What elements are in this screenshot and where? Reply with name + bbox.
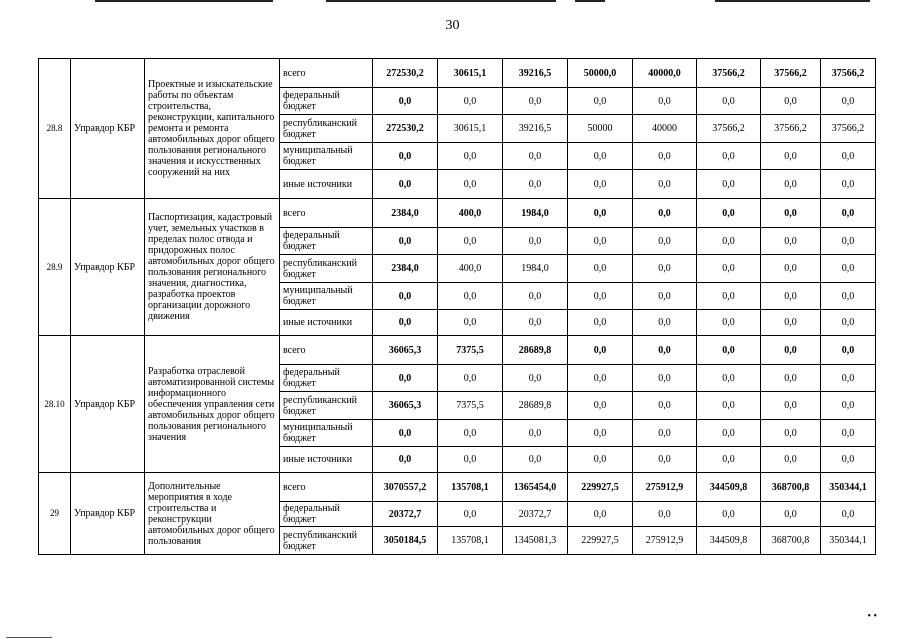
amount-cell: 344509,8 [697, 473, 761, 502]
amount-cell: 0,0 [568, 88, 633, 115]
amount-cell: 0,0 [503, 228, 568, 255]
amount-cell: 368700,8 [761, 473, 821, 502]
amount-cell: 0,0 [438, 283, 503, 310]
amount-cell: 0,0 [503, 447, 568, 473]
amount-cell: 0,0 [697, 420, 761, 447]
amount-cell: 0,0 [697, 502, 761, 527]
funding-source: всего [280, 199, 373, 228]
activity-description: Дополнительные мероприятия в ходе строительства и реконструкции автомобильных дорог общего пользования [145, 473, 280, 555]
amount-cell: 0,0 [761, 365, 821, 392]
row-number: 29 [39, 473, 71, 555]
amount-cell: 0,0 [373, 88, 438, 115]
amount-cell: 229927,5 [568, 527, 633, 555]
amount-cell: 400,0 [438, 199, 503, 228]
amount-cell: 135708,1 [438, 527, 503, 555]
funding-source: всего [280, 336, 373, 365]
amount-cell: 0,0 [761, 310, 821, 336]
amount-cell: 0,0 [633, 143, 697, 170]
responsible-org: Управдор КБР [71, 199, 145, 336]
funding-source: республиканский бюджет [280, 115, 373, 143]
amount-cell: 20372,7 [503, 502, 568, 527]
amount-cell: 0,0 [568, 447, 633, 473]
amount-cell: 0,0 [761, 143, 821, 170]
amount-cell: 350344,1 [821, 527, 876, 555]
amount-cell: 1984,0 [503, 199, 568, 228]
funding-source: федеральный бюджет [280, 502, 373, 527]
amount-cell: 0,0 [633, 88, 697, 115]
table-row [39, 336, 876, 365]
row-number: 28.9 [39, 199, 71, 336]
amount-cell: 0,0 [761, 447, 821, 473]
amount-cell: 28689,8 [503, 336, 568, 365]
amount-cell: 0,0 [697, 228, 761, 255]
funding-source: федеральный бюджет [280, 365, 373, 392]
amount-cell: 0,0 [821, 502, 876, 527]
amount-cell: 0,0 [633, 502, 697, 527]
amount-cell: 0,0 [761, 255, 821, 283]
amount-cell: 3050184,5 [373, 527, 438, 555]
amount-cell: 0,0 [633, 228, 697, 255]
amount-cell: 50000 [568, 115, 633, 143]
amount-cell: 0,0 [568, 336, 633, 365]
amount-cell: 0,0 [697, 447, 761, 473]
amount-cell: 0,0 [373, 447, 438, 473]
amount-cell: 37566,2 [761, 59, 821, 88]
amount-cell: 0,0 [697, 170, 761, 199]
amount-cell: 0,0 [438, 228, 503, 255]
amount-cell: 0,0 [438, 170, 503, 199]
amount-cell: 350344,1 [821, 473, 876, 502]
amount-cell: 2384,0 [373, 255, 438, 283]
funding-source: республиканский бюджет [280, 255, 373, 283]
amount-cell: 7375,5 [438, 392, 503, 420]
amount-cell: 0,0 [821, 336, 876, 365]
funding-source: иные источники [280, 310, 373, 336]
amount-cell: 0,0 [821, 199, 876, 228]
amount-cell: 229927,5 [568, 473, 633, 502]
amount-cell: 0,0 [568, 365, 633, 392]
amount-cell: 0,0 [373, 143, 438, 170]
amount-cell: 0,0 [438, 365, 503, 392]
amount-cell: 0,0 [697, 310, 761, 336]
amount-cell: 0,0 [568, 283, 633, 310]
amount-cell: 0,0 [568, 170, 633, 199]
amount-cell: 135708,1 [438, 473, 503, 502]
amount-cell: 0,0 [568, 199, 633, 228]
amount-cell: 0,0 [438, 88, 503, 115]
amount-cell: 30615,1 [438, 115, 503, 143]
amount-cell: 0,0 [633, 420, 697, 447]
amount-cell: 1365454,0 [503, 473, 568, 502]
amount-cell: 0,0 [633, 365, 697, 392]
amount-cell: 37566,2 [821, 115, 876, 143]
row-number: 28.10 [39, 336, 71, 473]
amount-cell: 272530,2 [373, 115, 438, 143]
funding-source: всего [280, 473, 373, 502]
funding-source: иные источники [280, 170, 373, 199]
amount-cell: 0,0 [438, 502, 503, 527]
funding-source: иные источники [280, 447, 373, 473]
amount-cell: 37566,2 [761, 115, 821, 143]
amount-cell: 40000,0 [633, 59, 697, 88]
amount-cell: 0,0 [568, 502, 633, 527]
amount-cell: 275912,9 [633, 473, 697, 502]
funding-table [38, 58, 876, 555]
row-number: 28.8 [39, 59, 71, 199]
amount-cell: 0,0 [761, 88, 821, 115]
amount-cell: 50000,0 [568, 59, 633, 88]
amount-cell: 0,0 [697, 283, 761, 310]
amount-cell: 0,0 [821, 228, 876, 255]
amount-cell: 0,0 [697, 255, 761, 283]
amount-cell: 0,0 [633, 283, 697, 310]
amount-cell: 0,0 [373, 420, 438, 447]
amount-cell: 0,0 [568, 228, 633, 255]
amount-cell: 344509,8 [697, 527, 761, 555]
activity-description: Разработка отраслевой автоматизированной системы информационного обеспечения управления сети автомобильных дорог общего пользования регионального значения [145, 336, 280, 473]
amount-cell: 0,0 [373, 310, 438, 336]
amount-cell: 0,0 [761, 170, 821, 199]
amount-cell: 0,0 [503, 420, 568, 447]
amount-cell: 0,0 [568, 420, 633, 447]
funding-source: муниципальный бюджет [280, 420, 373, 447]
amount-cell: 0,0 [633, 392, 697, 420]
amount-cell: 0,0 [438, 310, 503, 336]
table-row [39, 473, 876, 502]
amount-cell: 3070557,2 [373, 473, 438, 502]
funding-source: всего [280, 59, 373, 88]
amount-cell: 0,0 [373, 170, 438, 199]
amount-cell: 0,0 [761, 420, 821, 447]
amount-cell: 0,0 [633, 310, 697, 336]
amount-cell: 0,0 [503, 365, 568, 392]
amount-cell: 37566,2 [697, 59, 761, 88]
amount-cell: 36065,3 [373, 392, 438, 420]
amount-cell: 37566,2 [821, 59, 876, 88]
amount-cell: 0,0 [568, 255, 633, 283]
amount-cell: 1345081,3 [503, 527, 568, 555]
amount-cell: 0,0 [503, 310, 568, 336]
amount-cell: 30615,1 [438, 59, 503, 88]
amount-cell: 0,0 [821, 255, 876, 283]
activity-description: Проектные и изыскательские работы по объектам строительства, реконструкции, капитального ремонта и ремонта автомобильных дорог общего пользования регионального значения и искусственных сооружений на них [145, 59, 280, 199]
bottom-marks: • • [867, 611, 877, 622]
amount-cell: 0,0 [761, 392, 821, 420]
amount-cell: 0,0 [503, 170, 568, 199]
amount-cell: 0,0 [761, 336, 821, 365]
funding-source: федеральный бюджет [280, 88, 373, 115]
activity-description: Паспортизация, кадастровый учет, земельных участков в пределах полос отвода и придорожных полос автомобильных дорог общего пользования регионального значения, диагностика, разработка проектов организации дорожного движения [145, 199, 280, 336]
funding-source: муниципальный бюджет [280, 283, 373, 310]
amount-cell: 0,0 [568, 143, 633, 170]
amount-cell: 0,0 [633, 447, 697, 473]
amount-cell: 0,0 [373, 365, 438, 392]
amount-cell: 0,0 [821, 392, 876, 420]
amount-cell: 0,0 [438, 420, 503, 447]
amount-cell: 0,0 [821, 170, 876, 199]
amount-cell: 0,0 [568, 310, 633, 336]
amount-cell: 0,0 [821, 88, 876, 115]
amount-cell: 0,0 [697, 392, 761, 420]
funding-source: республиканский бюджет [280, 527, 373, 555]
amount-cell: 36065,3 [373, 336, 438, 365]
amount-cell: 40000 [633, 115, 697, 143]
table-row [39, 199, 876, 228]
responsible-org: Управдор КБР [71, 59, 145, 199]
amount-cell: 39216,5 [503, 59, 568, 88]
funding-source: муниципальный бюджет [280, 143, 373, 170]
amount-cell: 0,0 [761, 283, 821, 310]
funding-source: республиканский бюджет [280, 392, 373, 420]
amount-cell: 0,0 [821, 447, 876, 473]
amount-cell: 0,0 [438, 447, 503, 473]
amount-cell: 0,0 [697, 336, 761, 365]
amount-cell: 400,0 [438, 255, 503, 283]
amount-cell: 0,0 [697, 143, 761, 170]
amount-cell: 275912,9 [633, 527, 697, 555]
page-number: 30 [445, 18, 460, 33]
amount-cell: 0,0 [761, 199, 821, 228]
footer-rule [6, 637, 52, 638]
amount-cell: 0,0 [503, 143, 568, 170]
amount-cell: 0,0 [821, 310, 876, 336]
amount-cell: 0,0 [373, 228, 438, 255]
responsible-org: Управдор КБР [71, 336, 145, 473]
amount-cell: 0,0 [633, 336, 697, 365]
amount-cell: 368700,8 [761, 527, 821, 555]
amount-cell: 7375,5 [438, 336, 503, 365]
table-row [39, 59, 876, 88]
amount-cell: 28689,8 [503, 392, 568, 420]
amount-cell: 0,0 [821, 143, 876, 170]
amount-cell: 1984,0 [503, 255, 568, 283]
amount-cell: 0,0 [761, 502, 821, 527]
amount-cell: 0,0 [697, 88, 761, 115]
amount-cell: 0,0 [503, 283, 568, 310]
amount-cell: 0,0 [633, 255, 697, 283]
responsible-org: Управдор КБР [71, 473, 145, 555]
amount-cell: 0,0 [821, 420, 876, 447]
amount-cell: 37566,2 [697, 115, 761, 143]
amount-cell: 0,0 [373, 283, 438, 310]
amount-cell: 0,0 [761, 228, 821, 255]
amount-cell: 20372,7 [373, 502, 438, 527]
amount-cell: 39216,5 [503, 115, 568, 143]
amount-cell: 272530,2 [373, 59, 438, 88]
amount-cell: 0,0 [633, 199, 697, 228]
amount-cell: 0,0 [697, 365, 761, 392]
funding-source: федеральный бюджет [280, 228, 373, 255]
amount-cell: 0,0 [503, 88, 568, 115]
amount-cell: 2384,0 [373, 199, 438, 228]
amount-cell: 0,0 [633, 170, 697, 199]
amount-cell: 0,0 [568, 392, 633, 420]
amount-cell: 0,0 [821, 283, 876, 310]
amount-cell: 0,0 [438, 143, 503, 170]
amount-cell: 0,0 [697, 199, 761, 228]
amount-cell: 0,0 [821, 365, 876, 392]
